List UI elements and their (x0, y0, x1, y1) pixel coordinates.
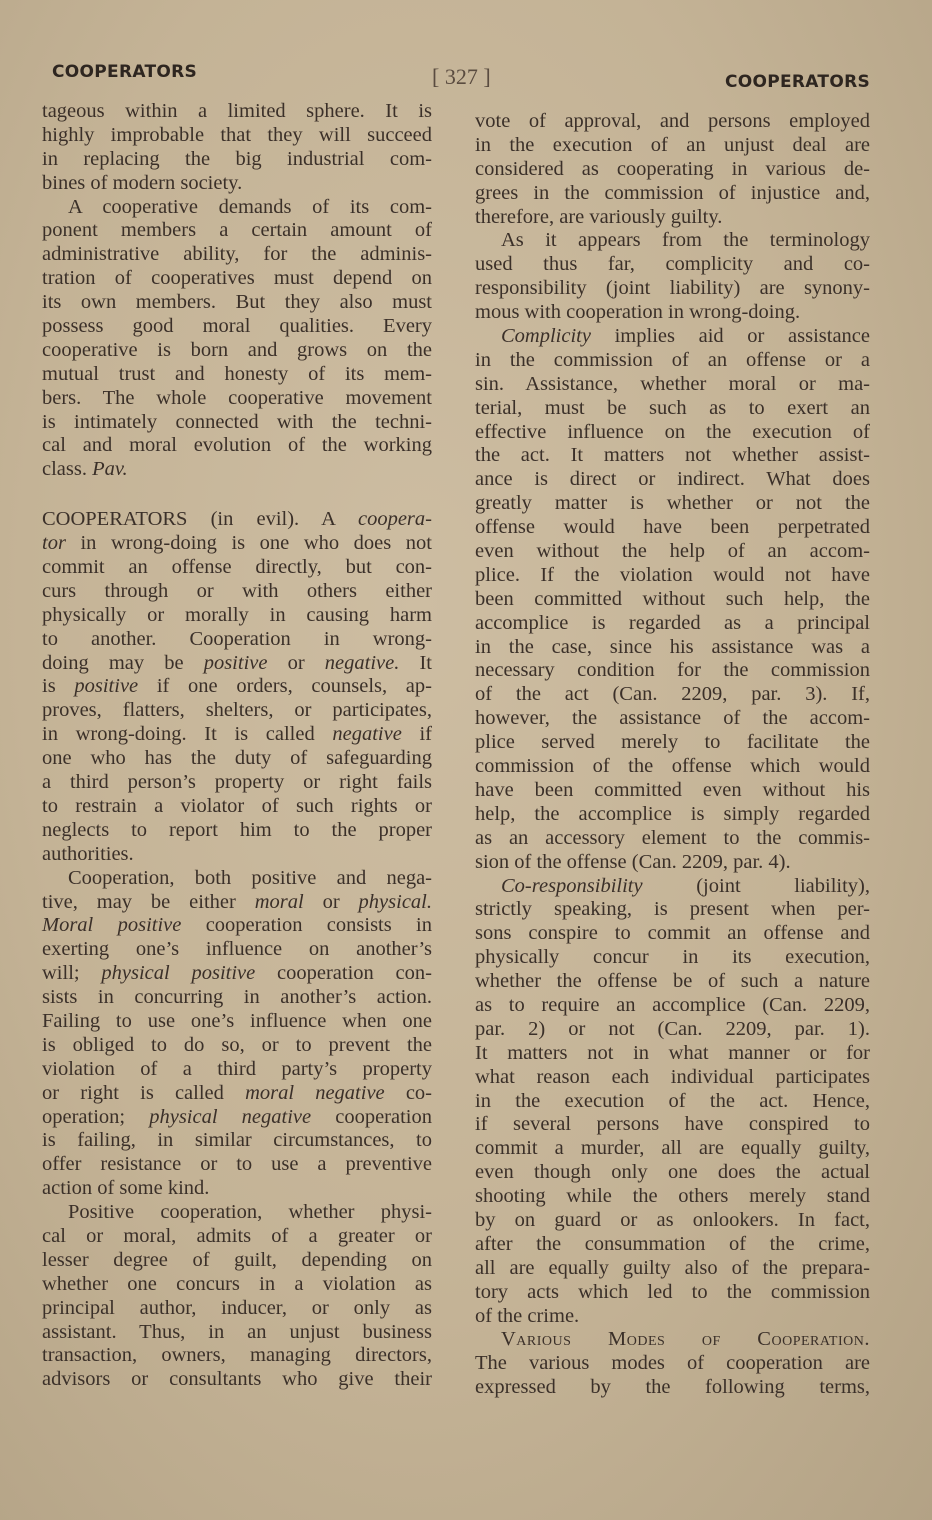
text: accomplice is regarded as a principal (475, 611, 870, 634)
text: a third person’s property or right fails (42, 771, 432, 794)
text: class. (42, 458, 93, 481)
text: mous with cooperation in wrong-doing. (475, 301, 801, 324)
italic-text: physical negative (149, 1105, 312, 1128)
text-line (42, 556, 432, 580)
italic-text: Pav. (92, 458, 128, 481)
text-line (42, 219, 432, 243)
italic-text: positive (203, 651, 268, 674)
text-line (42, 723, 432, 747)
text: in the case, since his assistance was a (475, 635, 870, 658)
text-line (475, 158, 870, 182)
text: by on guard or as onlookers. In fact, (475, 1208, 870, 1231)
text: grees in the commission of injustice and, (475, 181, 870, 204)
text-line (475, 1281, 870, 1305)
text-line (475, 468, 870, 492)
text: doing may be (42, 651, 204, 674)
text: As it appears from the terminology (501, 229, 870, 252)
text: in wrong-doing. It is called (42, 723, 333, 746)
text: bines of modern society. (42, 171, 243, 194)
text-line (42, 315, 432, 339)
text-line (42, 1344, 432, 1368)
text-line (475, 325, 870, 349)
text: sists in concurring in another’s action. (42, 986, 432, 1009)
text-line (475, 588, 870, 612)
text: what reason each individual participates (475, 1065, 870, 1088)
text: expressed by the following terms, (475, 1376, 870, 1399)
text-line (475, 683, 870, 707)
small-caps-heading: Various Modes of Cooperation. (501, 1328, 870, 1351)
text: if one orders, counsels, ap- (138, 675, 432, 698)
text: plice. If the violation would not have (475, 563, 870, 586)
text: violation of a third party’s property (42, 1057, 432, 1080)
text: Failing to use one’s influence when one (42, 1009, 432, 1032)
text-line (475, 1090, 870, 1114)
text-line (475, 994, 870, 1018)
text: curs through or with others either (42, 579, 432, 602)
text-line (475, 540, 870, 564)
text-line (42, 100, 432, 124)
text: in the execution of an unjust deal are (475, 133, 870, 156)
text-line (42, 339, 432, 363)
text-line (42, 628, 432, 652)
italic-text: Co-responsibility (501, 874, 643, 897)
text: its own members. But they also must (42, 291, 432, 314)
text: cal or moral, admits of a greater or (42, 1224, 432, 1247)
running-head-left: COOPERATORS (52, 62, 198, 82)
paragraph (475, 1328, 870, 1400)
paragraph (475, 229, 870, 325)
text-line (42, 1249, 432, 1273)
text: to another. Cooperation in wrong- (42, 627, 432, 650)
text-line (42, 172, 432, 196)
text-line (475, 110, 870, 134)
text-line (475, 636, 870, 660)
text: authorities. (42, 842, 134, 865)
text: after the consummation of the crime, (475, 1232, 870, 1255)
italic-text: moral (254, 890, 304, 913)
text-line (475, 1042, 870, 1066)
text: administrative ability, for the adminis- (42, 243, 432, 266)
text: cooperation con- (255, 962, 432, 985)
text: if several persons have conspired to (475, 1113, 870, 1136)
text: is intimately connected with the techni- (42, 410, 432, 433)
text: offer resistance or to use a preventive (42, 1153, 432, 1176)
right-column (475, 110, 870, 1400)
text-line (475, 755, 870, 779)
running-head-right: COOPERATORS (724, 72, 870, 92)
text-line (475, 1066, 870, 1090)
text-line (42, 532, 432, 556)
text-line (475, 182, 870, 206)
text: operation; (42, 1105, 150, 1128)
paragraph (42, 196, 432, 483)
text: ance is direct or indirect. What does (475, 468, 870, 491)
text-line (42, 699, 432, 723)
text: in replacing the big industrial com- (42, 147, 432, 170)
text-line (475, 516, 870, 540)
text-line (475, 1233, 870, 1257)
text-line (475, 1352, 870, 1376)
text-line (475, 1257, 870, 1281)
text-line (42, 1225, 432, 1249)
text-line (42, 1034, 432, 1058)
text-line (475, 779, 870, 803)
italic-text: physical. (358, 890, 432, 913)
text: in wrong-doing is one who does not (65, 532, 432, 555)
italic-text: coopera- (357, 508, 432, 531)
text-line (475, 206, 870, 230)
text: Positive cooperation, whether physi- (68, 1201, 432, 1224)
text-line (42, 938, 432, 962)
text: or (303, 890, 359, 913)
text-line (475, 898, 870, 922)
text: physically or morally in causing harm (42, 603, 432, 626)
left-column (42, 100, 432, 1392)
text: assistant. Thus, in an unjust business (42, 1320, 432, 1343)
text-line (42, 867, 432, 891)
paragraph (475, 110, 870, 229)
text-line (475, 1328, 870, 1352)
text: mutual trust and honesty of its mem- (42, 362, 432, 385)
italic-text: tor (42, 532, 66, 555)
text: the act. It matters not whether assist- (475, 444, 870, 467)
text: sin. Assistance, whether moral or ma- (475, 372, 870, 395)
text-line (42, 411, 432, 435)
text-line (475, 277, 870, 301)
italic-text: positive (74, 675, 139, 698)
text: terial, must be such as to exert an (475, 396, 870, 419)
text: It matters not in what manner or for (475, 1041, 870, 1064)
paragraph (42, 1201, 432, 1392)
text-line (42, 962, 432, 986)
text: lesser degree of guilt, depending on (42, 1248, 432, 1271)
text: one who has the duty of safeguarding (42, 747, 432, 770)
italic-text: physical positive (101, 962, 256, 985)
text: commit a murder, all are equally guilty, (475, 1137, 870, 1160)
text: transaction, owners, managing directors, (42, 1344, 432, 1367)
text-line (42, 196, 432, 220)
text-line (475, 1018, 870, 1042)
text: tory acts which led to the commission (475, 1280, 870, 1303)
paragraph (475, 325, 870, 874)
italic-text: negative. (324, 651, 400, 674)
text: even though only one does the actual (475, 1161, 870, 1184)
text: effective influence on the execution of (475, 420, 870, 443)
text-line (42, 747, 432, 771)
text-line (475, 612, 870, 636)
text-line (42, 387, 432, 411)
text-line (42, 1297, 432, 1321)
text: plice served merely to facilitate the (475, 731, 870, 754)
text-line (475, 1376, 870, 1400)
text: in the commission of an offense or a (475, 348, 870, 371)
text-line (475, 564, 870, 588)
text: physically concur in its execution, (475, 946, 870, 969)
italic-text: negative (332, 723, 402, 746)
text: is (42, 675, 75, 698)
text: highly improbable that they will succeed (42, 123, 432, 146)
text: sion of the offense (Can. 2209, par. 4). (475, 850, 791, 873)
text: have been committed even without his (475, 778, 870, 801)
text: commit an offense directly, but con- (42, 556, 432, 579)
text-line (475, 373, 870, 397)
text-line (42, 1129, 432, 1153)
text-line (475, 1113, 870, 1137)
text-line (42, 243, 432, 267)
text: whether one concurs in a violation as (42, 1272, 432, 1295)
text: tive, may be either (42, 890, 255, 913)
text: bers. The whole cooperative movement (42, 386, 432, 409)
text-line (475, 922, 870, 946)
text: offense would have been perpetrated (475, 516, 870, 539)
text-line (42, 124, 432, 148)
text: ponent members a certain amount of (42, 219, 432, 242)
text: It (399, 651, 432, 674)
text-line (42, 914, 432, 938)
text: possess good moral qualities. Every (42, 315, 432, 338)
text-line (475, 731, 870, 755)
text-line (42, 891, 432, 915)
text: all are equally guilty also of the prepara- (475, 1256, 870, 1279)
text-line (475, 253, 870, 277)
text: Cooperation, both positive and nega- (68, 866, 432, 889)
text-line (42, 267, 432, 291)
text: even without the help of an accom- (475, 540, 870, 563)
text-line (42, 1177, 432, 1201)
text-line (42, 1058, 432, 1082)
paragraph (42, 100, 432, 196)
text: cal and moral evolution of the working (42, 434, 432, 457)
text: whether the offense be of such a nature (475, 970, 870, 993)
text: however, the assistance of the accom- (475, 707, 870, 730)
text-line (475, 349, 870, 373)
text-line (42, 675, 432, 699)
text: proves, flatters, shelters, or participates, (42, 699, 432, 722)
text: COOPERATORS (in evil). A (42, 508, 358, 531)
text-line (42, 986, 432, 1010)
text-line (475, 1185, 870, 1209)
text: strictly speaking, is present when per- (475, 898, 870, 921)
text: advisors or consultants who give their (42, 1368, 432, 1391)
text-line (475, 1137, 870, 1161)
text: action of some kind. (42, 1177, 210, 1200)
text: responsibility (joint liability) are synony- (475, 277, 870, 300)
text: or right is called (42, 1081, 246, 1104)
text: cooperative is born and grows on the (42, 338, 432, 361)
text: sons conspire to commit an offense and (475, 922, 870, 945)
text: as an accessory element to the commis- (475, 826, 870, 849)
text: neglects to report him to the proper (42, 818, 432, 841)
text: greatly matter is whether or not the (475, 492, 870, 515)
text-line (475, 803, 870, 827)
text-line (475, 229, 870, 253)
text-line (42, 604, 432, 628)
text: of the act (Can. 2209, par. 3). If, (475, 683, 870, 706)
text: to restrain a violator of such rights or (42, 794, 432, 817)
text: The various modes of cooperation are (475, 1352, 870, 1375)
text-line (42, 819, 432, 843)
text-line (475, 134, 870, 158)
page-number: [ 327 ] (432, 64, 491, 89)
text-line (42, 795, 432, 819)
text: commission of the offense which would (475, 755, 870, 778)
text: help, the accomplice is simply regarded (475, 802, 870, 825)
text-line (42, 148, 432, 172)
text-line (42, 1368, 432, 1392)
text: used thus far, complicity and co- (475, 253, 870, 276)
text-line (475, 397, 870, 421)
text-line (475, 946, 870, 970)
text-line (475, 1209, 870, 1233)
text-line (42, 508, 432, 532)
text: or (267, 651, 325, 674)
text-line (475, 421, 870, 445)
text: of the crime. (475, 1304, 580, 1327)
text: if (401, 723, 433, 746)
text-line (42, 291, 432, 315)
text-line (475, 659, 870, 683)
text-line (42, 1201, 432, 1225)
text: vote of approval, and persons employed (475, 110, 870, 132)
text-line (42, 843, 432, 867)
text: shooting while the others merely stand (475, 1185, 870, 1208)
text-line (475, 970, 870, 994)
text-line (42, 771, 432, 795)
text-line (475, 444, 870, 468)
text: principal author, inducer, or only as (42, 1296, 432, 1319)
text-line (42, 1153, 432, 1177)
text: par. 2) or not (Can. 2209, par. 1). (475, 1017, 870, 1040)
entry-paragraph (42, 508, 432, 866)
paragraph (42, 867, 432, 1201)
text-line (475, 875, 870, 899)
text: implies aid or assistance (590, 325, 870, 348)
text-line (42, 1010, 432, 1034)
text-line (475, 492, 870, 516)
text-line (42, 363, 432, 387)
text-line (475, 707, 870, 731)
paragraph (475, 875, 870, 1329)
italic-text: Complicity (501, 325, 591, 348)
text: considered as cooperating in various de- (475, 157, 870, 180)
text: exerting one’s influence on another’s (42, 938, 432, 961)
text: (joint liability), (642, 874, 870, 897)
text: in the execution of the act. Hence, (475, 1089, 870, 1112)
text-line (42, 434, 432, 458)
italic-text: moral negative (245, 1081, 385, 1104)
text-line (475, 301, 870, 325)
text: A cooperative demands of its com- (68, 195, 432, 218)
text: been committed without such help, the (475, 587, 870, 610)
text: tageous within a limited sphere. It is (42, 100, 432, 122)
text: co- (384, 1081, 432, 1104)
text: necessary condition for the commission (475, 659, 870, 682)
text-line (42, 1321, 432, 1345)
text: as to require an accomplice (Can. 2209, (475, 993, 870, 1016)
text-line (475, 1305, 870, 1329)
text-line (475, 1161, 870, 1185)
text-line (42, 1273, 432, 1297)
text: will; (42, 962, 102, 985)
text-line (475, 827, 870, 851)
text: therefore, are variously guilty. (475, 205, 723, 228)
text-line (42, 652, 432, 676)
text-line (42, 458, 432, 482)
text: cooperation consists in (181, 914, 433, 937)
text: is failing, in similar circumstances, to (42, 1129, 432, 1152)
text: cooperation (311, 1105, 432, 1128)
text: is obliged to do so, or to prevent the (42, 1033, 432, 1056)
text-line (42, 1082, 432, 1106)
italic-text: Moral positive (42, 914, 182, 937)
text: tration of cooperatives must depend on (42, 267, 432, 290)
text-line (42, 1106, 432, 1130)
text-line (42, 580, 432, 604)
text-line (475, 851, 870, 875)
